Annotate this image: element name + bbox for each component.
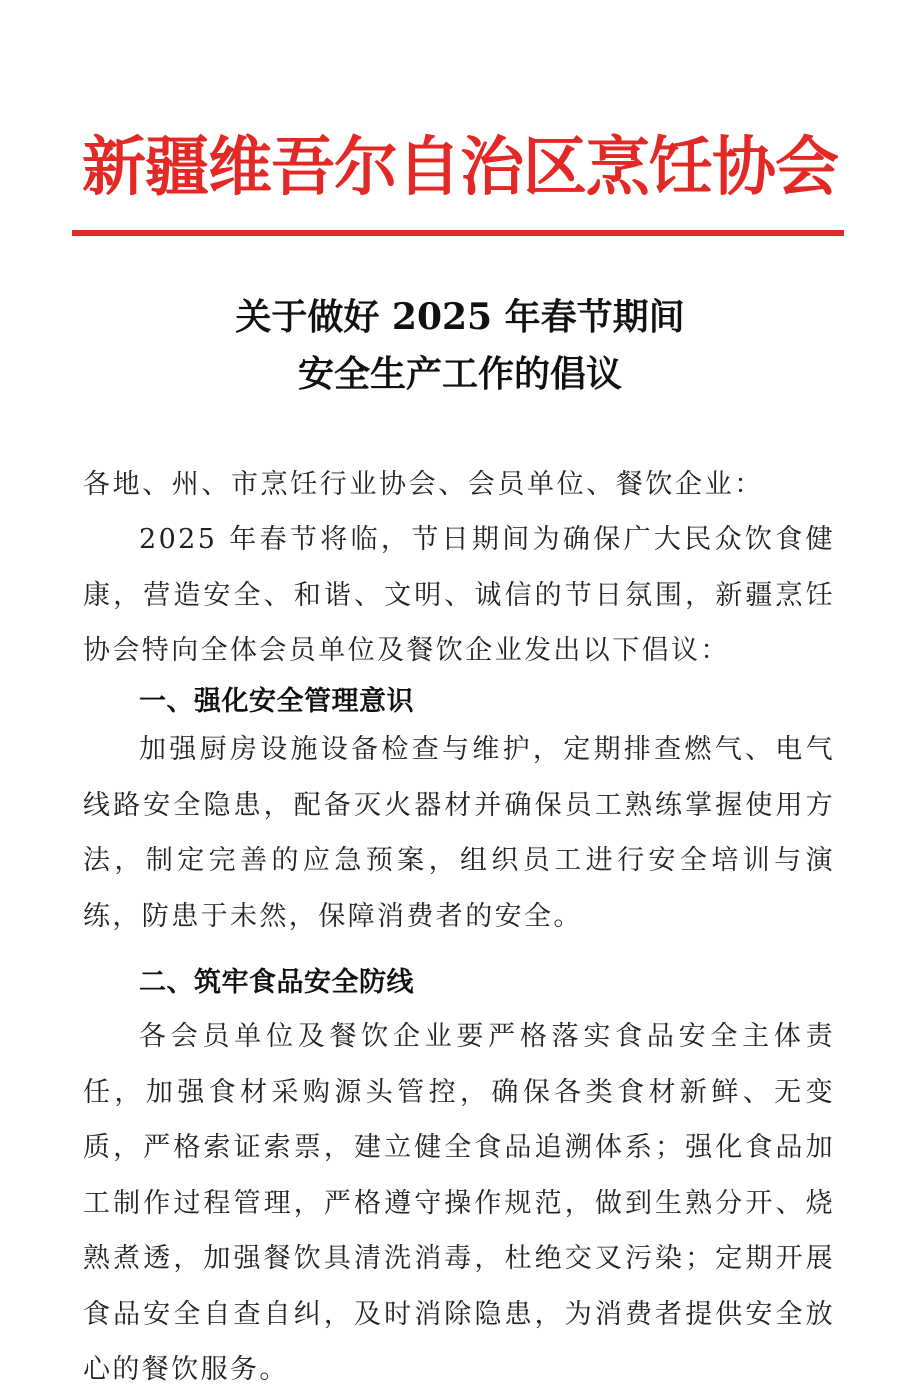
section-heading-1: 一、强化安全管理意识 <box>139 686 414 717</box>
section-heading-2: 二、筑牢食品安全防线 <box>139 967 414 998</box>
letterhead-divider <box>72 230 844 236</box>
section-body-1: 加强厨房设施设备检查与维护，定期排查燃气、电气线路安全隐患，配备灭火器材并确保员工熟练掌握使用方法，制定完善的应急预案，组织员工进行安全培训与演练，防患于未然，保障消费者的安全。 <box>83 734 835 932</box>
document-title <box>0 289 920 403</box>
title-line-2: 安全生产工作的倡议 <box>297 353 622 395</box>
organization-letterhead: 新疆维吾尔自治区烹饪协会 <box>82 132 838 203</box>
section-body-2: 各会员单位及餐饮企业要严格落实食品安全主体责任，加强食材采购源头管控，确保各类食材新鲜、无变质，严格索证索票，建立健全食品追溯体系；强化食品加工制作过程管理，严格遵守操作规范，做到生熟分开、烧熟煮透，加强餐饮具清洗消毒，杜绝交叉污染；定期开展食品安全自查自纠，及时消除隐患，为消费者提供安全放心的餐饮服务。 <box>83 1021 835 1385</box>
intro-paragraph: 2025 年春节将临，节日期间为确保广大民众饮食健康，营造安全、和谐、文明、诚信的节日氛围，新疆烹饪协会特向全体会员单位及餐饮企业发出以下倡议： <box>83 524 835 666</box>
title-line-1: 关于做好 2025 年春节期间 <box>235 296 685 338</box>
salutation: 各地、州、市烹饪行业协会、会员单位、餐饮企业： <box>83 469 764 500</box>
